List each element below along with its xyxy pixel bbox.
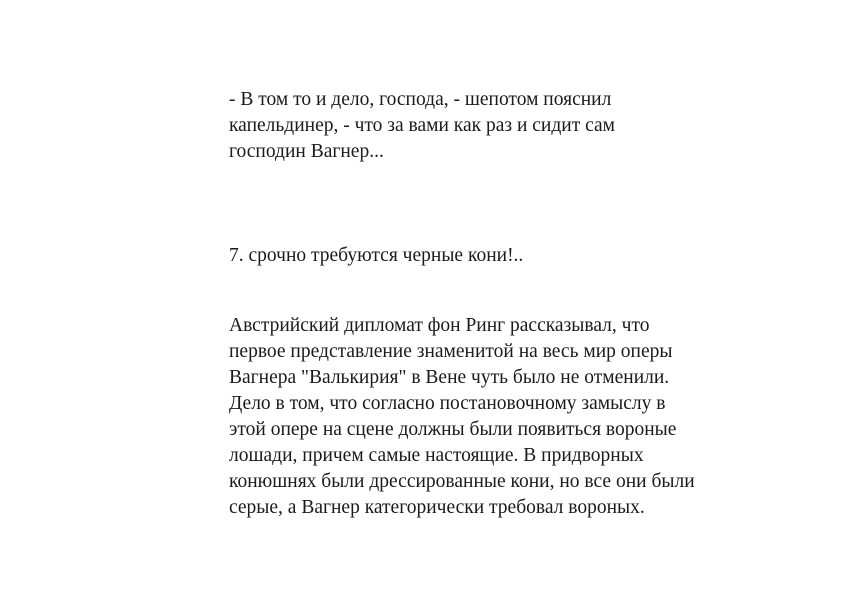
text-line: этой опере на сцене должны были появиться вороные bbox=[229, 419, 677, 440]
section-heading: 7. срочно требуются черные кони!.. bbox=[229, 245, 524, 266]
text-line: - В том то и дело, господа, - шепотом пояснил bbox=[229, 89, 612, 110]
text-line: лошади, причем самые настоящие. В придворных bbox=[229, 445, 644, 466]
text-line: первое представление знаменитой на весь мир оперы bbox=[229, 341, 673, 362]
text-line: серые, а Вагнер категорически требовал вороных. bbox=[229, 497, 645, 518]
text-line: Австрийский дипломат фон Ринг рассказывал, что bbox=[229, 315, 650, 336]
story-paragraph bbox=[229, 313, 695, 521]
text-line: конюшнях были дрессированные кони, но все они были bbox=[229, 471, 695, 492]
quote-paragraph bbox=[229, 87, 615, 165]
text-line: Дело в том, что согласно постановочному замыслу в bbox=[229, 393, 666, 414]
text-line: господин Вагнер... bbox=[229, 141, 384, 162]
text-line: Вагнера "Валькирия" в Вене чуть было не отменили. bbox=[229, 367, 670, 388]
text-line: капельдинер, - что за вами как раз и сидит сам bbox=[229, 115, 616, 136]
